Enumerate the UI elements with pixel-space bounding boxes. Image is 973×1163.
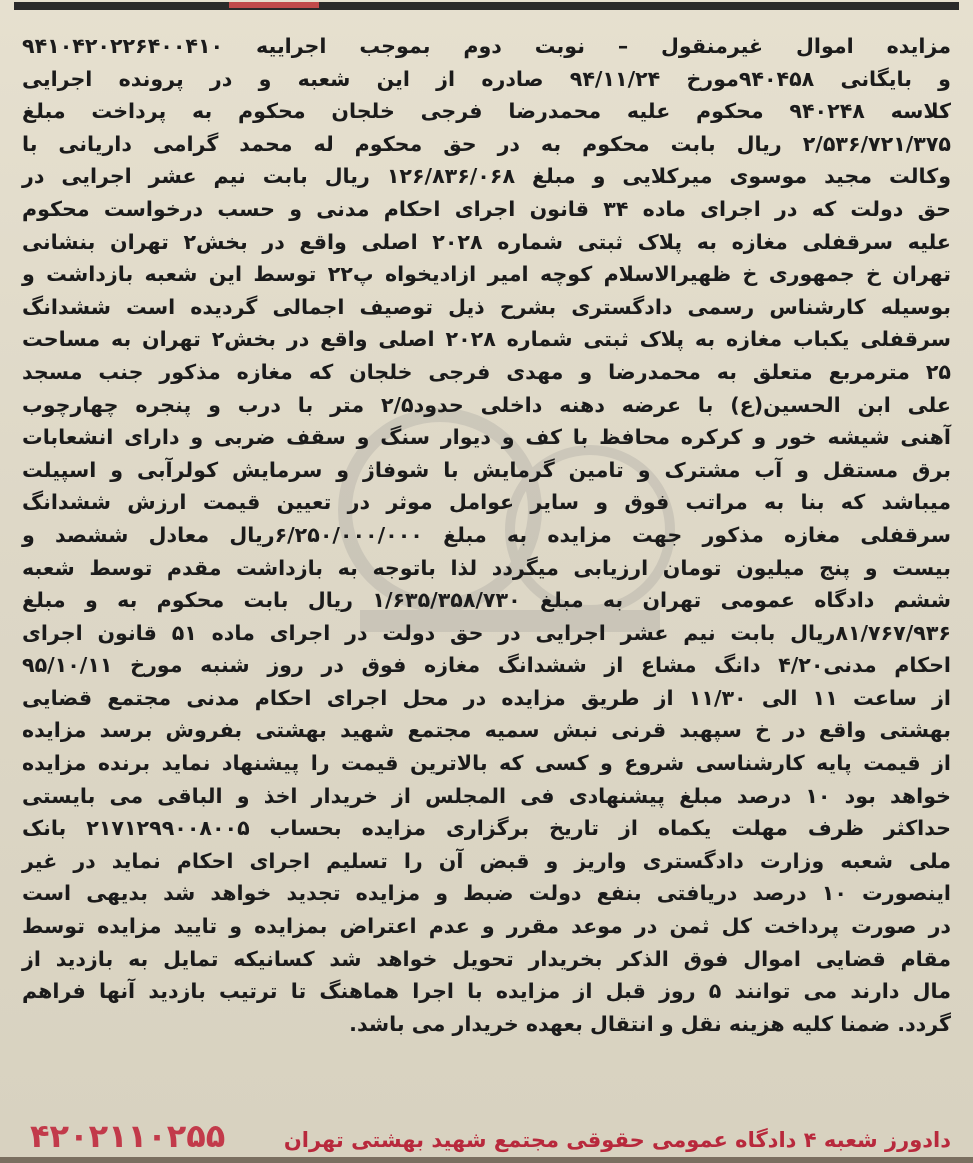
- notice-line: میباشد که بنا به مراتب فوق و سایر عوامل موثر در تعیین قیمت ارزش ششدانگ: [22, 490, 951, 515]
- notice-line: حداکثر ظرف مهلت یکماه از تاریخ برگزاری مزایده بحساب ۲۱۷۱۲۹۹۰۰۸۰۰۵ بانک: [22, 816, 951, 841]
- notice-line: در صورت پرداخت کل ثمن در موعد مقرر و عدم اعتراض بمزایده و تایید مزایده توسط: [22, 914, 951, 939]
- notice-line: ششم دادگاه عمومی تهران به مبلغ ۱/۶۳۵/۳۵۸/۷۳۰ ریال بابت محکوم به و مبلغ: [22, 588, 952, 613]
- notice-line: ۲/۵۳۶/۷۲۱/۳۷۵ ریال بابت محکوم به در حق محکوم له محمد گرامی داریانی با: [22, 131, 951, 156]
- notice-line: مقام قضایی اموال فوق الذکر بخریدار تحویل خواهد شد کسانیکه تمایل به بازدید از: [22, 946, 951, 971]
- notice-line: ۸۱/۷۶۷/۹۳۶ریال بابت نیم عشر اجرایی در حق دولت در اجرای ماده ۵۱ قانون اجرای: [22, 620, 951, 645]
- signature-line: دادورز شعبه ۴ دادگاه عمومی حقوقی مجتمع شهید بهشتی تهران: [283, 1128, 951, 1152]
- notice-line: خواهد بود ۱۰ درصد مبلغ پیشنهادی فی المجلس از خریدار اخذ و الباقی می بایستی: [22, 783, 951, 808]
- notice-line: علیه سرقفلی مغازه به پلاک ثبتی شماره ۲۰۲۸ اصلی واقع در بخش۲ تهران بنشانی: [22, 229, 951, 254]
- top-border-accent: [229, 2, 319, 8]
- notice-line: اینصورت ۱۰ درصد دریافتی بنفع دولت ضبط و مزایده تجدید خواهد شد بدیهی است: [22, 881, 951, 906]
- notice-line: بیست و پنج میلیون تومان ارزیابی میگردد لذا باتوجه به بازداشت مقدم توسط شعبه: [22, 555, 951, 580]
- auction-notice-body: [22, 30, 951, 1040]
- notice-line: گردد. ضمنا کلیه هزینه نقل و انتقال بعهده خریدار می باشد.: [349, 1011, 951, 1036]
- notice-line: آهنی شیشه خور و کرکره محافظ با کف و دیوار سنگ و سقف ضربی و دارای انشعابات: [22, 425, 951, 450]
- notice-line: برق مستقل و آب مشترک و تامین گرمایش با شوفاژ و سرمایش کولرآبی و اسپیلت: [22, 457, 951, 482]
- notice-line: احکام مدنی۴/۲۰ دانگ مشاع از ششدانگ مغازه فوق در روز شنبه مورخ ۹۵/۱۰/۱۱: [22, 653, 951, 678]
- notice-line: از ساعت ۱۱ الی ۱۱/۳۰ از طریق مزایده در محل اجرای احکام مدنی مجتمع قضایی: [22, 685, 951, 710]
- notice-line: وکالت مجید موسوی میرکلایی و مبلغ ۱۲۶/۸۳۶/۰۶۸ ریال بابت نیم عشر اجرایی در: [22, 164, 951, 189]
- notice-line: مال دارند می توانند ۵ روز قبل از مزایده با اجرا هماهنگ تا ترتیب بازدید آنها فراهم: [22, 979, 951, 1004]
- bottom-border: [0, 1157, 973, 1163]
- notice-line: ۲۵ مترمربع متعلق به محمدرضا و مهدی فرجی خلجان که مغازه مذکور جنب مسجد: [22, 359, 951, 384]
- notice-line: حق دولت که در اجرای ماده ۳۴ قانون اجرای احکام مدنی و حسب درخواست محکوم: [22, 196, 951, 221]
- notice-line: بوسیله کارشناس رسمی دادگستری بشرح ذیل توصیف اجمالی گردیده است ششدانگ: [22, 294, 951, 319]
- notice-line: از قیمت پایه کارشناسی شروع و کسی که بالاترین قیمت را پیشنهاد نماید برنده مزایده: [22, 751, 951, 776]
- notice-line: کلاسه ۹۴۰۲۴۸ محکوم علیه محمدرضا فرجی خلجان محکوم به پرداخت مبلغ: [22, 99, 951, 124]
- file-number: ۴۲۰۲۱۱۰۲۵۵: [30, 1117, 226, 1155]
- notice-line: مزایده اموال غیرمنقول – نوبت دوم بموجب اجراییه ۹۴۱۰۴۲۰۲۲۶۴۰۰۴۱۰: [22, 34, 951, 58]
- notice-line: تهران خ جمهوری خ ظهیرالاسلام کوچه امیر ازادیخواه پ۲۲ توسط این شعبه بازداشت و: [22, 262, 951, 287]
- notice-line: و بایگانی ۹۴۰۴۵۸مورخ ۹۴/۱۱/۲۴ صادره از این شعبه و در پرونده اجرایی: [22, 66, 951, 91]
- notice-line: سرقفلی یکباب مغازه به پلاک ثبتی شماره ۲۰۲۸ اصلی واقع در بخش۲ تهران به مساحت: [22, 327, 952, 352]
- notice-line: بهشتی واقع در خ سپهبد قرنی نبش سمیه مجتمع شهید بهشتی بفروش برسد مزایده: [22, 718, 951, 743]
- notice-line: ملی شعبه وزارت دادگستری واریز و قبض آن را تسلیم اجرای احکام نماید در غیر: [22, 848, 951, 873]
- notice-line: علی ابن الحسین(ع) با عرضه دهنه داخلی حدود۲/۵ متر با درب و پنجره چهارچوب: [22, 392, 951, 417]
- top-border-rule: [14, 2, 959, 10]
- notice-line: سرقفلی مغازه مذکور جهت مزایده به مبلغ ۶/۲۵۰/۰۰۰/۰۰۰ریال معادل ششصد و: [22, 522, 951, 547]
